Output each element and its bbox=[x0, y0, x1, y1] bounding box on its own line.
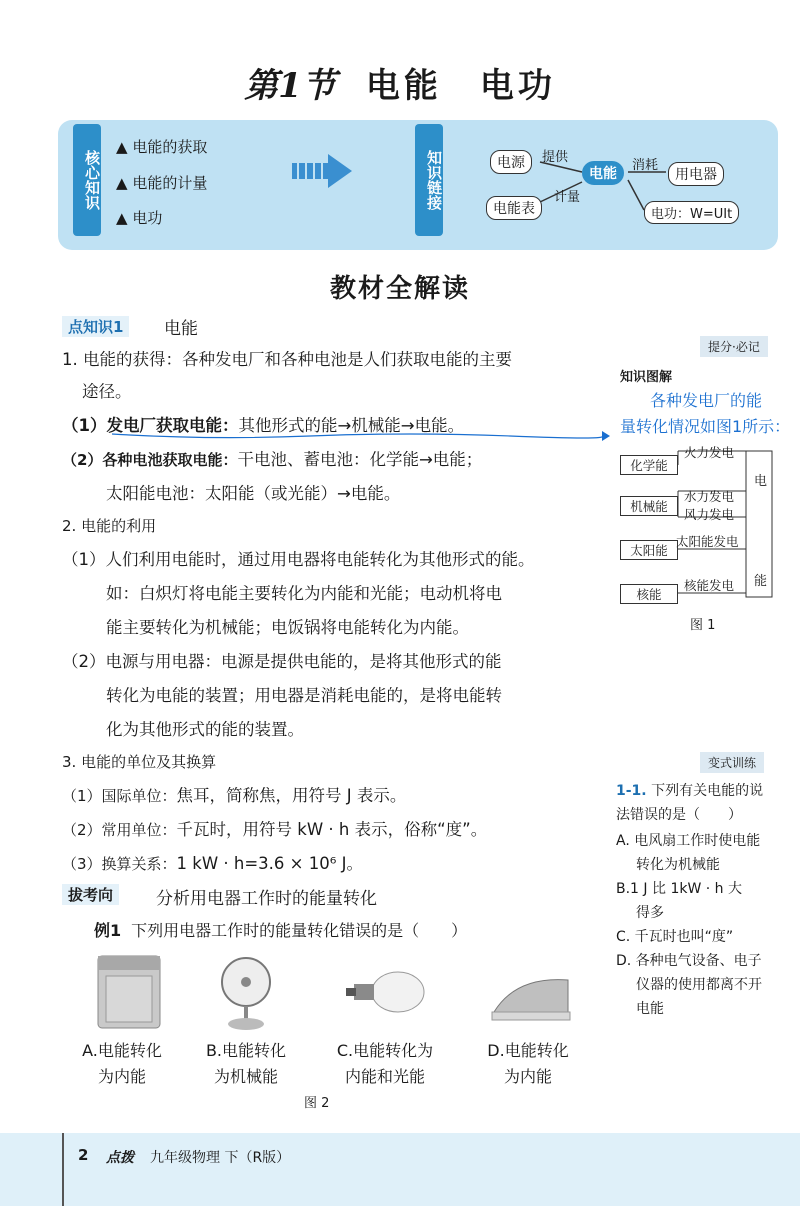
text-p1-2b: 太阳能电池：太阳能（或光能）→电能。 bbox=[106, 484, 401, 503]
sidebar-label-practice: 变式训练 bbox=[700, 752, 764, 773]
text-p1b: 途径。 bbox=[82, 382, 132, 401]
page-number: 2 bbox=[78, 1146, 89, 1164]
text-p2: 2. 电能的利用 bbox=[62, 517, 157, 535]
section-number: 第1节 bbox=[244, 66, 336, 106]
plant-solar: 太阳能发电 bbox=[676, 534, 739, 549]
text-p3-2: （2）常用单位：千瓦时，用符号 kW · h 表示，俗称“度”。 bbox=[62, 820, 488, 839]
text-p1: 1. 电能的获得：各种发电厂和各种电池是人们获取电能的主要 bbox=[62, 350, 512, 369]
plant-wind: 风力发电 bbox=[684, 507, 735, 522]
source-solar: 太阳能 bbox=[620, 540, 678, 560]
text-p2-1a: （1）人们利用电能时，通过用电器将电能转化为其他形式的能。 bbox=[62, 550, 535, 569]
option-a: A.电能转化 为内能 bbox=[82, 1041, 162, 1086]
electric-fan-image bbox=[206, 954, 286, 1034]
text-p3: 3. 电能的单位及其换算 bbox=[62, 753, 217, 771]
option-b: B.电能转化 为机械能 bbox=[205, 1041, 287, 1086]
section-banner: 教材全解读 bbox=[329, 274, 470, 304]
label-measure: 计量 bbox=[554, 190, 581, 205]
sidebar-note-1: 各种发电厂的能 bbox=[650, 391, 763, 410]
figure-1-caption: 图 1 bbox=[690, 618, 716, 633]
electric-iron-image bbox=[486, 966, 576, 1026]
page-title bbox=[0, 58, 800, 107]
source-chemical: 化学能 bbox=[620, 455, 678, 475]
practice-stem-2: 法错误的是（ ） bbox=[616, 807, 742, 823]
practice-option-d-3: 电能 bbox=[636, 1001, 664, 1017]
source-nuclear: 核能 bbox=[620, 584, 678, 604]
exam-tag: 拔考向 bbox=[62, 884, 119, 905]
practice-option-b-1: B.1 J 比 1kW · h 大 bbox=[616, 881, 742, 897]
core-item-1: ▲ 电能的获取 bbox=[116, 138, 208, 156]
plant-hydro: 水力发电 bbox=[684, 489, 735, 504]
core-item-3: ▲ 电功 bbox=[116, 209, 163, 227]
label-provide: 提供 bbox=[542, 150, 569, 165]
footer-divider bbox=[62, 1133, 64, 1206]
practice-option-c: C. 千瓦时也叫“度” bbox=[616, 929, 734, 945]
source-mechanical: 机械能 bbox=[620, 496, 678, 516]
option-d: D.电能转化 为内能 bbox=[487, 1041, 569, 1086]
point-title: 电能 bbox=[164, 319, 198, 339]
result-energy: 能 bbox=[754, 574, 768, 589]
text-p3-3: （3）换算关系：1 kW · h=3.6 × 10⁶ J。 bbox=[62, 854, 363, 873]
knowledge-link-tab: 知识链接 bbox=[415, 124, 443, 236]
practice-option-b-2: 得多 bbox=[636, 905, 664, 921]
node-electric-energy: 电能 bbox=[582, 161, 624, 185]
footer-band bbox=[0, 1133, 800, 1206]
practice-option-d-2: 仪器的使用都离不开 bbox=[636, 977, 762, 993]
right-arrow-icon bbox=[292, 154, 352, 188]
label-consume: 消耗 bbox=[632, 158, 659, 173]
figure-2-caption: 图 2 bbox=[304, 1096, 330, 1111]
result-electric: 电 bbox=[754, 474, 768, 489]
plant-nuclear: 核能发电 bbox=[684, 578, 735, 593]
text-p3-1: （1）国际单位：焦耳，简称焦，用符号 J 表示。 bbox=[62, 786, 407, 805]
book-title: 九年级物理 下（R版） bbox=[150, 1150, 291, 1166]
text-p2-2a: （2）电源与用电器：电源是提供电能的，是将其他形式的能 bbox=[62, 652, 502, 671]
exam-title: 分析用电器工作时的能量转化 bbox=[156, 889, 377, 909]
text-p1-2: （2）各种电池获取电能：干电池、蓄电池：化学能→电能； bbox=[62, 450, 483, 469]
brand-logo: 点拨 bbox=[106, 1150, 134, 1166]
node-power-source: 电源 bbox=[490, 150, 532, 174]
plant-thermal: 火力发电 bbox=[684, 445, 735, 460]
handwritten-arrow bbox=[110, 428, 610, 444]
practice-stem: 1-1. 下列有关电能的说 bbox=[616, 783, 764, 799]
option-c: C.电能转化为 内能和光能 bbox=[336, 1041, 434, 1086]
sidebar-note-2: 量转化情况如图1所示： bbox=[620, 417, 791, 436]
practice-option-d-1: D. 各种电气设备、电子 bbox=[616, 953, 762, 969]
text-p2-2b: 转化为电能的装置；用电器是消耗电能的，是将电能转 bbox=[106, 686, 502, 705]
washing-machine-image bbox=[86, 948, 176, 1034]
text-p2-1c: 能主要转化为机械能；电饭锅将电能转化为内能。 bbox=[106, 618, 469, 637]
sidebar-label-key: 提分·必记 bbox=[700, 336, 768, 357]
example-stem: 例1 下列用电器工作时的能量转化错误的是（ ） bbox=[94, 921, 468, 940]
core-knowledge-tab: 核心知识 bbox=[73, 124, 101, 236]
text-p2-2c: 化为其他形式的能的装置。 bbox=[106, 720, 304, 739]
sidebar-heading: 知识图解 bbox=[620, 370, 673, 385]
text-p1-1: （1）发电厂获取电能：其他形式的能→机械能→电能。 bbox=[62, 416, 465, 435]
section-title: 电能 电功 bbox=[365, 66, 556, 106]
point-tag: 点知识1 bbox=[62, 316, 129, 337]
node-electric-work: 电功：W=UIt bbox=[644, 201, 739, 224]
core-item-2: ▲ 电能的计量 bbox=[116, 174, 208, 192]
text-p2-1b: 如：白炽灯将电能主要转化为内能和光能；电动机将电 bbox=[106, 584, 502, 603]
light-bulb-image bbox=[340, 964, 430, 1020]
node-appliance: 用电器 bbox=[668, 162, 724, 186]
node-energy-meter: 电能表 bbox=[486, 196, 542, 220]
practice-option-a-2: 转化为机械能 bbox=[636, 857, 720, 873]
practice-option-a-1: A. 电风扇工作时使电能 bbox=[616, 833, 761, 849]
